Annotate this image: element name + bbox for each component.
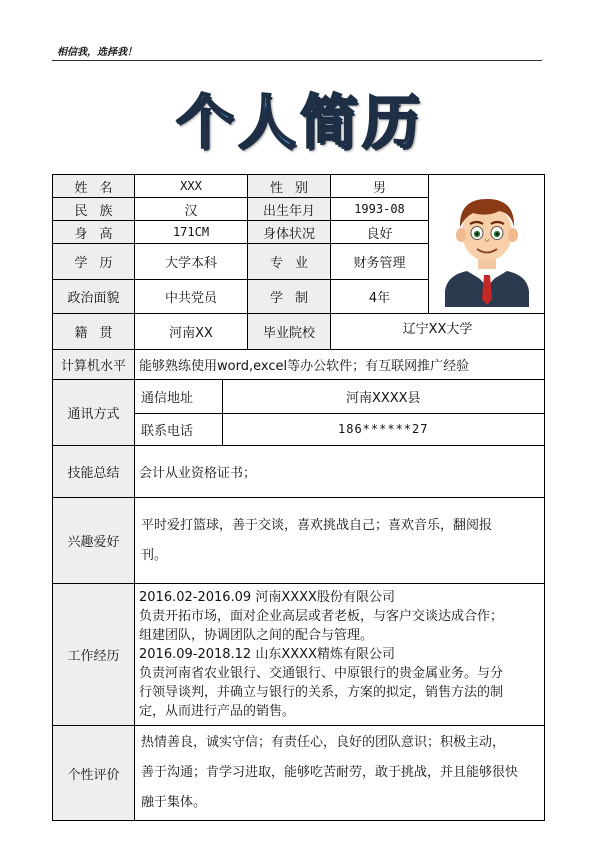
hobbies-label: 兴趣爱好 bbox=[53, 498, 135, 584]
contact-block bbox=[135, 380, 545, 446]
birth-label: 出生年月 bbox=[248, 198, 331, 221]
hometown-value: 河南XX bbox=[135, 314, 248, 350]
work-label: 工作经历 bbox=[53, 584, 135, 726]
birth-value: 1993-08 bbox=[331, 198, 429, 221]
address-label: 通信地址 bbox=[135, 380, 222, 413]
major-value: 财务管理 bbox=[331, 244, 429, 280]
hometown-label: 籍贯 bbox=[53, 314, 135, 350]
header-motto: 相信我，选择我！ bbox=[57, 47, 137, 58]
gender-label: 性别 bbox=[248, 175, 331, 198]
work-line: 组建团队，协调团队之间的配合与管理。 bbox=[139, 628, 374, 643]
hobbies-text bbox=[135, 498, 545, 584]
computer-text: 能够熟练使用word,excel等办公软件；有互联网推广经验 bbox=[135, 350, 545, 380]
work-line: 2016.02-2016.09 河南XXXX股份有限公司 bbox=[139, 590, 395, 605]
height-label: 身高 bbox=[53, 221, 135, 244]
work-line: 负责河南省农业银行、交通银行、中原银行的贵金属业务。与分 bbox=[139, 666, 504, 681]
work-text bbox=[135, 584, 545, 726]
name-label: 姓名 bbox=[53, 175, 135, 198]
duration-value: 4年 bbox=[331, 280, 429, 314]
gender-value: 男 bbox=[331, 175, 429, 198]
duration-label: 学制 bbox=[248, 280, 331, 314]
evaluation-line: 融于集体。 bbox=[141, 795, 207, 810]
computer-label: 计算机水平 bbox=[53, 350, 135, 380]
phone-label: 联系电话 bbox=[135, 413, 222, 445]
education-label: 学历 bbox=[53, 244, 135, 280]
skills-label: 技能总结 bbox=[53, 446, 135, 498]
height-value: 171CM bbox=[135, 221, 248, 244]
phone-value: 186******27 bbox=[338, 422, 429, 437]
resume-table bbox=[52, 174, 545, 821]
education-value: 大学本科 bbox=[135, 244, 248, 280]
evaluation-line: 善于沟通；肯学习进取，能够吃苦耐劳，敢于挑战，并且能够很快 bbox=[141, 765, 519, 780]
avatar-icon bbox=[437, 187, 537, 307]
political-label: 政治面貌 bbox=[53, 280, 135, 314]
profile-photo bbox=[429, 175, 545, 314]
hobbies-line: 平时爱打篮球，善于交谈，喜欢挑战自己；喜欢音乐，翻阅报 bbox=[141, 517, 493, 533]
header-divider bbox=[52, 60, 542, 61]
contact-label: 通讯方式 bbox=[53, 380, 135, 446]
health-value: 良好 bbox=[331, 221, 429, 244]
evaluation-label: 个性评价 bbox=[53, 726, 135, 821]
name-value: XXX bbox=[135, 175, 248, 198]
political-value: 中共党员 bbox=[135, 280, 248, 314]
work-line: 行领导谈判，并确立与银行的关系，方案的拟定，销售方法的制 bbox=[139, 685, 504, 700]
hobbies-line: 刊。 bbox=[141, 547, 168, 563]
evaluation-text bbox=[135, 726, 545, 821]
work-line: 2016.09-2018.12 山东XXXX精炼有限公司 bbox=[139, 647, 395, 662]
work-line: 定，从而进行产品的销售。 bbox=[139, 704, 296, 719]
ethnicity-value: 汉 bbox=[135, 198, 248, 221]
school-label: 毕业院校 bbox=[248, 314, 331, 350]
evaluation-line: 热情善良，诚实守信；有责任心，良好的团队意识；积极主动， bbox=[141, 735, 506, 750]
work-line: 负责开拓市场，面对企业高层或者老板，与客户交谈达成合作； bbox=[139, 609, 504, 624]
school-value: 辽宁XX大学 bbox=[331, 314, 545, 350]
major-label: 专业 bbox=[248, 244, 331, 280]
health-label: 身体状况 bbox=[248, 221, 331, 244]
page-title: 个人简历 bbox=[175, 88, 424, 156]
skills-text: 会计从业资格证书； bbox=[135, 446, 545, 498]
ethnicity-label: 民族 bbox=[53, 198, 135, 221]
address-value: 河南XXXX县 bbox=[222, 380, 544, 413]
